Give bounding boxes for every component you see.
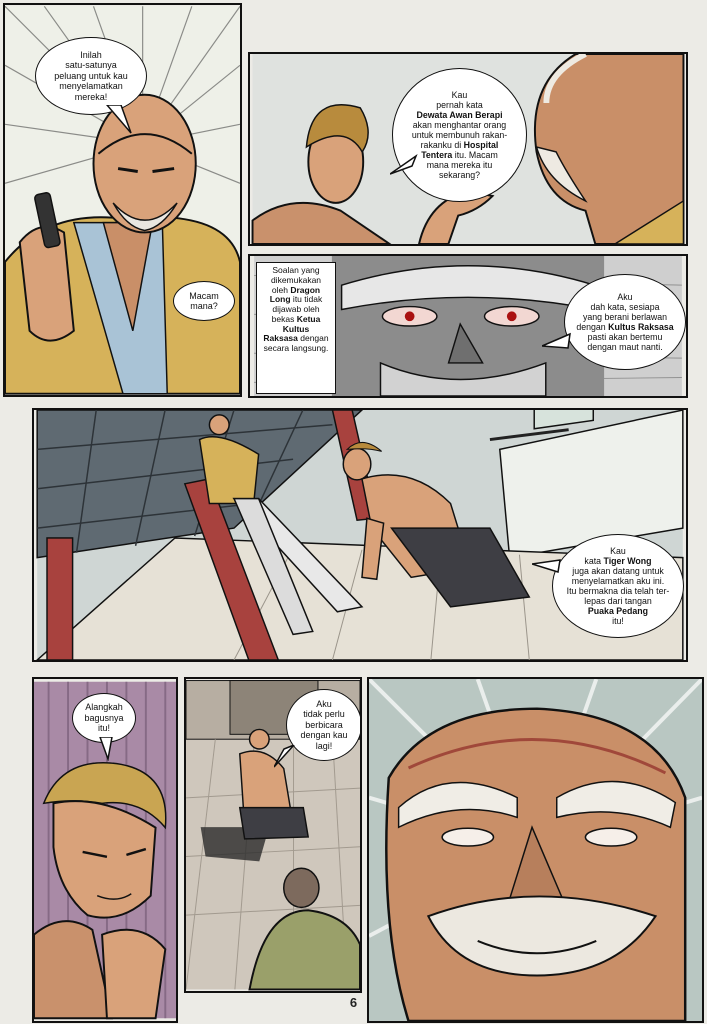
dialogue-line xyxy=(300,741,347,751)
emphasized-name: Kultus xyxy=(282,323,310,334)
dialogue-fragment: peluang untuk kau xyxy=(54,70,128,81)
dialogue-line xyxy=(412,120,507,130)
emphasized-name: Kultus Raksasa xyxy=(608,322,674,332)
panel-4-hall-scene xyxy=(32,408,688,662)
speech-bubble-tail xyxy=(105,105,135,135)
dialogue-fragment: Alangkah xyxy=(85,702,123,713)
dialogue-line xyxy=(300,720,347,730)
dialogue-fragment: itu tidak xyxy=(290,294,323,305)
dialogue-fragment: tidak perlu xyxy=(303,709,345,720)
dialogue-line xyxy=(54,81,128,91)
speech-bubble-tail xyxy=(390,152,420,182)
dialogue-fragment: dengan xyxy=(297,333,329,344)
dialogue-line xyxy=(300,699,347,709)
dialogue-line xyxy=(412,160,507,170)
dialogue-line xyxy=(84,702,123,712)
dialogue-fragment: mana? xyxy=(190,301,218,311)
dialogue-line xyxy=(412,150,507,160)
dialogue-fragment: lagi! xyxy=(315,740,333,751)
dialogue-fragment: Soalan yang xyxy=(272,265,320,275)
dialogue-fragment: kata xyxy=(584,555,604,566)
dialogue-fragment: secara langsung. xyxy=(263,343,329,354)
dialogue-line xyxy=(54,60,128,70)
dialogue-line xyxy=(567,616,670,626)
emphasized-name: Long xyxy=(269,294,291,305)
dialogue-text xyxy=(576,292,673,353)
dialogue-fragment: bagusnya xyxy=(84,712,124,723)
panel-3-glaring-eyes xyxy=(248,254,688,398)
dialogue-fragment: berbicara xyxy=(305,719,343,730)
speech-bubble-tail xyxy=(98,737,118,761)
dialogue-line xyxy=(576,322,673,332)
speech-bubble xyxy=(72,693,136,743)
dialogue-fragment: Inilah xyxy=(80,50,102,61)
speech-bubble-tail xyxy=(274,745,298,769)
dialogue-fragment: Aku xyxy=(316,699,332,710)
dialogue-text xyxy=(54,50,128,102)
emphasized-name: Ketua xyxy=(296,313,321,324)
panel-5-young-man xyxy=(32,677,178,1023)
panel-2-dragon-long-asks xyxy=(248,52,688,246)
dialogue-fragment: untuk membunuh rakan- xyxy=(411,129,508,140)
dialogue-fragment: dengan xyxy=(576,322,609,332)
dialogue-fragment: menyelamatkan aku ini. xyxy=(571,575,665,586)
dialogue-text xyxy=(567,546,670,627)
dialogue-text xyxy=(300,699,347,751)
dialogue-fragment: mereka! xyxy=(74,91,108,102)
dialogue-fragment: mana mereka itu xyxy=(426,160,493,171)
dialogue-line xyxy=(300,730,347,740)
dialogue-text xyxy=(189,291,219,312)
panel-6-floor-view xyxy=(184,677,362,993)
emphasized-name: Hospital xyxy=(463,140,499,151)
dialogue-line xyxy=(54,71,128,81)
dialogue-line xyxy=(567,556,670,566)
emphasized-name: Tentera xyxy=(421,150,453,161)
dialogue-fragment: Kau xyxy=(451,89,468,100)
dialogue-line xyxy=(412,90,507,100)
emphasized-name: Dewata Awan Berapi xyxy=(416,109,503,120)
dialogue-line xyxy=(412,100,507,110)
emphasized-name: Dragon xyxy=(290,284,321,295)
dialogue-fragment: sekarang? xyxy=(438,170,481,181)
dialogue-text xyxy=(261,266,331,354)
speech-bubble xyxy=(564,274,686,370)
dialogue-line xyxy=(567,596,670,606)
dialogue-fragment: menyelamatkan xyxy=(59,81,123,92)
dialogue-fragment: akan menghantar orang xyxy=(412,119,507,130)
dialogue-fragment: pernah kata xyxy=(436,99,483,110)
dialogue-fragment: juga akan datang untuk xyxy=(572,565,664,576)
dialogue-line xyxy=(412,130,507,140)
dialogue-line xyxy=(84,713,123,723)
dialogue-fragment: Aku xyxy=(617,291,633,302)
dialogue-line xyxy=(261,344,331,354)
speech-bubble-tail xyxy=(532,556,562,578)
narration-caption xyxy=(256,262,336,394)
dialogue-fragment: Macam xyxy=(189,290,219,301)
dialogue-fragment: itu. Macam xyxy=(452,150,498,161)
dialogue-fragment: Itu bermakna dia telah ter- xyxy=(566,586,670,596)
dialogue-fragment: itu! xyxy=(612,616,624,627)
dialogue-fragment: dah kata, sesiapa xyxy=(590,301,660,312)
panel-7-artwork xyxy=(369,679,702,1021)
dialogue-text xyxy=(84,702,123,733)
dialogue-fragment: Kau xyxy=(610,545,626,556)
dialogue-fragment: dikemukakan xyxy=(270,274,322,285)
dialogue-line xyxy=(84,723,123,733)
dialogue-fragment: lepas dari tangan xyxy=(584,596,652,607)
dialogue-line xyxy=(189,291,219,301)
dialogue-fragment: itu! xyxy=(97,723,110,734)
dialogue-line xyxy=(412,110,507,120)
dialogue-line xyxy=(300,709,347,719)
dialogue-fragment: dijawab oleh xyxy=(272,304,320,315)
dialogue-fragment: bekas xyxy=(271,313,297,324)
speech-bubble xyxy=(173,281,235,321)
dialogue-line xyxy=(54,92,128,102)
dialogue-line xyxy=(567,606,670,616)
speech-bubble xyxy=(35,37,147,115)
dialogue-fragment: satu-satunya xyxy=(65,60,117,71)
dialogue-line xyxy=(412,170,507,180)
dialogue-line xyxy=(576,342,673,352)
dialogue-line xyxy=(54,50,128,60)
speech-bubble-tail xyxy=(542,332,572,356)
dialogue-line xyxy=(576,332,673,342)
dialogue-line xyxy=(189,301,219,311)
panel-7-angry-close-up xyxy=(367,677,704,1023)
dialogue-line xyxy=(412,140,507,150)
panel-1-old-master xyxy=(3,3,242,397)
dialogue-fragment: pasti akan bertemu xyxy=(587,332,663,343)
dialogue-fragment: oleh xyxy=(271,284,291,295)
dialogue-fragment: dengan maut nanti. xyxy=(587,342,663,353)
page-number: 6 xyxy=(349,995,358,1010)
dialogue-line xyxy=(576,302,673,312)
dialogue-line xyxy=(576,292,673,302)
dialogue-line xyxy=(576,312,673,322)
dialogue-line xyxy=(567,576,670,586)
emphasized-name: Raksasa xyxy=(263,333,298,344)
dialogue-fragment: rakanku di xyxy=(420,140,464,151)
emphasized-name: Puaka Pedang xyxy=(587,606,649,617)
dialogue-line xyxy=(567,566,670,576)
speech-bubble xyxy=(552,534,684,638)
dialogue-fragment: dengan kau xyxy=(300,730,348,741)
dialogue-line xyxy=(567,586,670,596)
dialogue-text xyxy=(412,90,507,181)
dialogue-fragment: yang berani berlawan xyxy=(582,311,668,322)
emphasized-name: Tiger Wong xyxy=(603,555,652,566)
dialogue-line xyxy=(567,546,670,556)
